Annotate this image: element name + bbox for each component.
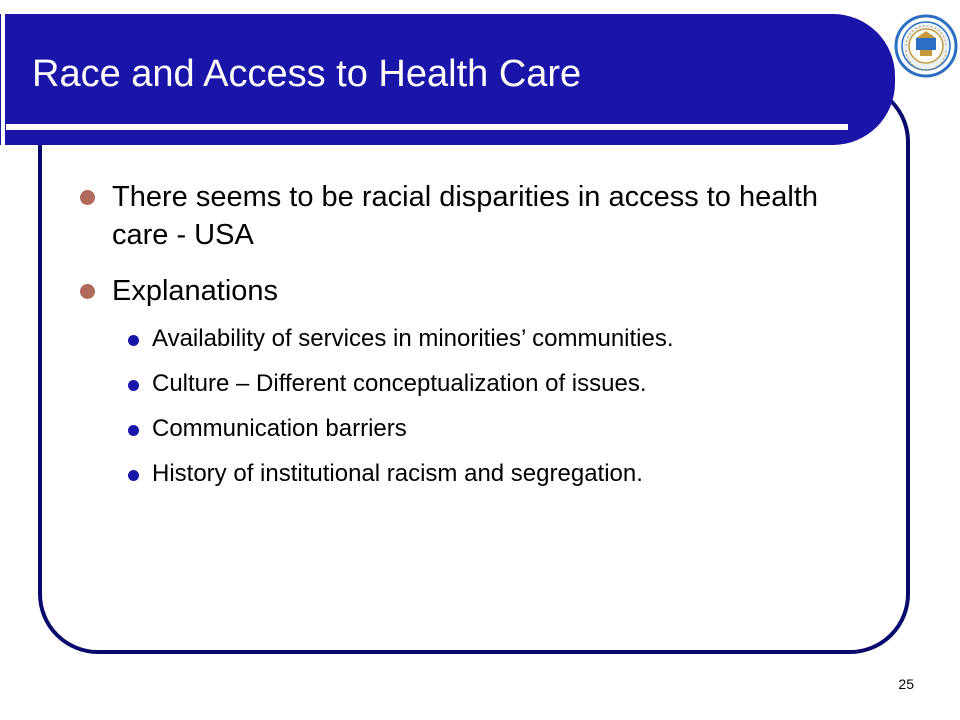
sub-bullet-text: Availability of services in minorities’ communities. <box>152 325 674 352</box>
sub-bullet-item <box>112 459 878 489</box>
sub-bullet-list <box>112 324 878 489</box>
bullet-text: There seems to be racial disparities in access to health care - USA <box>112 181 819 251</box>
sub-bullet-item <box>112 414 878 444</box>
sub-bullet-item <box>112 369 878 399</box>
sub-bullet-dot-icon <box>128 425 139 436</box>
sub-bullet-text: History of institutional racism and segregation. <box>152 460 643 487</box>
page-number: 25 <box>898 676 914 692</box>
sub-bullet-dot-icon <box>128 470 139 481</box>
bullet-text: Explanations <box>112 275 279 307</box>
title-underline <box>6 124 848 130</box>
slide-title: Race and Access to Health Care <box>32 53 582 95</box>
university-seal-icon <box>894 14 958 78</box>
bullet-dot-icon <box>80 284 95 299</box>
bullet-list <box>78 178 878 507</box>
sub-bullet-text: Communication barriers <box>152 415 407 442</box>
sub-bullet-dot-icon <box>128 335 139 346</box>
bullet-dot-icon <box>80 190 95 205</box>
bullet-item <box>78 178 878 254</box>
sub-bullet-dot-icon <box>128 380 139 391</box>
sub-bullet-item <box>112 324 878 354</box>
bullet-item <box>78 272 878 489</box>
sub-bullet-text: Culture – Different conceptualization of issues. <box>152 370 647 397</box>
